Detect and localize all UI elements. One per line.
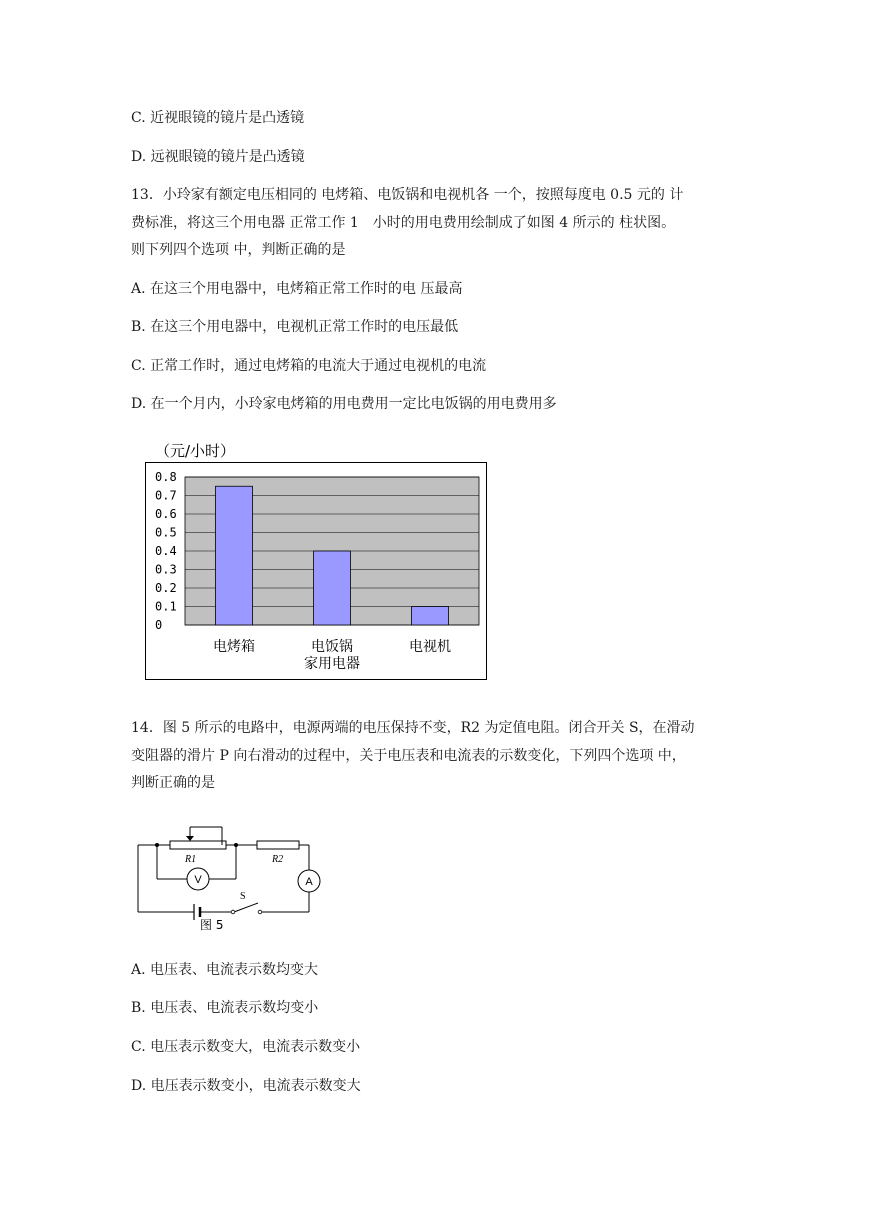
q13-option-b: B. 在这三个用电器中，电视机正常工作时的电压最低 [131, 319, 459, 335]
y-tick-label: 0.5 [155, 525, 177, 540]
q14-stem-line-1: 14．图 5 所示的电路中，电源两端的电压保持不变，R2 为定值电阻。闭合开关 S，在滑动 [131, 720, 695, 736]
y-tick-label: 0.3 [155, 562, 177, 577]
y-tick-label: 0 [155, 618, 163, 632]
r2-resistor [257, 841, 299, 849]
circuit-diagram [130, 815, 330, 935]
q14-stem-line-2: 变阻器的滑片 P 向右滑动的过程中，关于电压表和电流表的示数变化，下列四个选项 中， [131, 748, 686, 764]
x-tick-labels [213, 638, 451, 655]
x-tick-label: 电视机 [409, 639, 451, 655]
y-tick-label: 0.4 [155, 544, 177, 558]
junction-left [155, 843, 159, 847]
r1-resistor [170, 841, 226, 849]
y-tick-label: 0.7 [155, 488, 177, 503]
bar-2 [314, 551, 351, 625]
q13-stem-line-2: 费标准，将这三个用电器 正常工作 1 小时的用电费用绘制成了如图 4 所示的 柱状图。 [131, 215, 676, 231]
q13-stem-line-1: 13．小玲家有额定电压相同的 电烤箱、电饭锅和电视机各 一个，按照每度电 0.5 元的 计 [131, 187, 684, 203]
bar-1 [216, 486, 253, 625]
q14-option-a: A. 电压表、电流表示数均变大 [131, 962, 319, 978]
x-tick-label: 电饭锅 [311, 639, 353, 655]
q13-option-c: C. 正常工作时，通过电烤箱的电流大于通过电视机的电流 [131, 358, 487, 374]
q13-option-d: D. 在一个月内，小玲家电烤箱的用电费用一定比电饭锅的用电费用多 [131, 396, 557, 412]
y-tick-labels [155, 470, 177, 632]
y-axis-label: （元/小时） [155, 442, 236, 460]
switch-label: S [240, 891, 246, 902]
q12-option-d: D. 远视眼镜的镜片是凸透镜 [131, 149, 305, 165]
q14-option-b: B. 电压表、电流表示数均变小 [131, 1000, 319, 1016]
bar-3 [412, 607, 449, 626]
y-tick-label: 0.1 [155, 599, 177, 614]
r1-label: R1 [185, 854, 197, 865]
y-tick-label: 0.2 [155, 581, 177, 595]
voltmeter-label: V [194, 874, 202, 886]
y-tick-label: 0.6 [155, 507, 177, 521]
q13-stem-line-3: 则下列四个选项 中，判断正确的是 [131, 242, 346, 258]
q14-stem-line-3: 判断正确的是 [131, 775, 215, 791]
q12-option-c: C. 近视眼镜的镜片是凸透镜 [131, 110, 305, 126]
switch-s [234, 903, 258, 912]
y-tick-label: 0.8 [155, 470, 177, 484]
q13-option-a: A. 在这三个用电器中，电烤箱正常工作时的电 压最高 [131, 281, 463, 297]
r2-label: R2 [272, 854, 284, 865]
x-axis-label: 家用电器 [304, 656, 360, 672]
q14-option-c: C. 电压表示数变大，电流表示数变小 [131, 1039, 361, 1055]
figure-caption: 图 5 [200, 918, 224, 932]
q14-option-d: D. 电压表示数变小，电流表示数变大 [131, 1078, 361, 1094]
x-tick-label: 电烤箱 [213, 639, 255, 655]
junction-right [234, 843, 238, 847]
bar-chart [145, 440, 488, 681]
slider-arrow-icon [186, 836, 194, 841]
ammeter-label: A [305, 876, 313, 888]
